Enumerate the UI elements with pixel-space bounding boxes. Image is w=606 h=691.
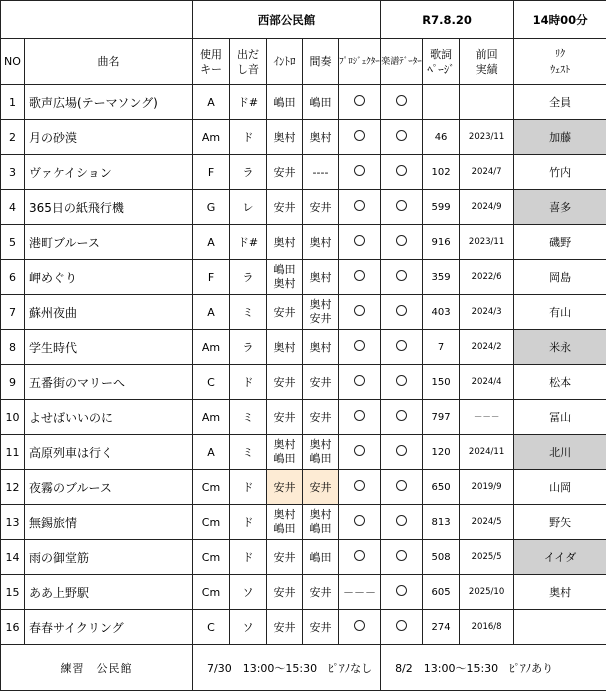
previous-date: 2024/7 — [460, 155, 514, 190]
projector-dash: －－－ — [343, 586, 377, 599]
score-data-status — [381, 610, 423, 645]
circle-mark-icon — [354, 375, 365, 386]
practice-session-2: 8/2 13:00～15:30 ﾋﾟｱﾉあり — [381, 645, 606, 691]
circle-mark-icon — [396, 235, 407, 246]
score-data-status — [381, 190, 423, 225]
interlude-player: 安井 — [303, 575, 339, 610]
request-name: 山岡 — [514, 470, 606, 505]
event-time: 14時00分 — [514, 1, 606, 39]
practice-label: 練習 公民館 — [1, 645, 193, 691]
row-no: 1 — [1, 85, 25, 120]
song-key: A — [193, 225, 230, 260]
score-data-status — [381, 365, 423, 400]
circle-mark-icon — [354, 130, 365, 141]
lyrics-page: 916 — [423, 225, 460, 260]
score-data-status — [381, 225, 423, 260]
previous-date: 2019/9 — [460, 470, 514, 505]
circle-mark-icon — [354, 200, 365, 211]
col-lyrics-page — [423, 39, 460, 85]
row-no: 14 — [1, 540, 25, 575]
intro-player: 安井 — [267, 365, 303, 400]
col-projector — [339, 39, 381, 85]
row-no: 12 — [1, 470, 25, 505]
circle-mark-icon — [396, 165, 407, 176]
request-name: 松本 — [514, 365, 606, 400]
col-song-label: 曲名 — [97, 55, 120, 68]
previous-date: 2025/10 — [460, 575, 514, 610]
circle-mark-icon — [354, 235, 365, 246]
circle-mark-icon — [354, 515, 365, 526]
row-no: 9 — [1, 365, 25, 400]
song-title: 月の砂漠 — [25, 120, 193, 155]
song-key: A — [193, 435, 230, 470]
col-no — [1, 39, 25, 85]
lyrics-page: 403 — [423, 295, 460, 330]
previous-date — [460, 85, 514, 120]
score-data-status — [381, 400, 423, 435]
projector-status — [339, 435, 381, 470]
song-title: 365日の紙飛行機 — [25, 190, 193, 225]
projector-status — [339, 575, 381, 610]
intro-player: 安井 — [267, 470, 303, 505]
interlude-player: 奥村 — [303, 260, 339, 295]
col-song — [25, 39, 193, 85]
projector-status — [339, 610, 381, 645]
table-row — [1, 85, 606, 120]
event-date: R7.8.20 — [381, 1, 514, 39]
song-title: 港町ブルース — [25, 225, 193, 260]
interlude-player: 嶋田 — [303, 85, 339, 120]
intro-player: 奥村 嶋田 — [267, 505, 303, 540]
circle-mark-icon — [396, 95, 407, 106]
intro-player: 嶋田 奥村 — [267, 260, 303, 295]
start-note: ソ — [230, 610, 267, 645]
table-row — [1, 155, 606, 190]
previous-date: 2024/4 — [460, 365, 514, 400]
footer-row — [1, 645, 606, 691]
circle-mark-icon — [354, 340, 365, 351]
lyrics-page: 102 — [423, 155, 460, 190]
projector-status — [339, 260, 381, 295]
request-name: 米永 — [514, 330, 606, 365]
request-name: 磯野 — [514, 225, 606, 260]
circle-mark-icon — [354, 95, 365, 106]
start-note: ド# — [230, 225, 267, 260]
score-data-status — [381, 120, 423, 155]
song-title: 夜霧のブルース — [25, 470, 193, 505]
previous-date: －－－ — [460, 400, 514, 435]
intro-player: 奥村 — [267, 330, 303, 365]
intro-player: 安井 — [267, 190, 303, 225]
request-name — [514, 610, 606, 645]
song-key: F — [193, 155, 230, 190]
projector-status — [339, 190, 381, 225]
previous-date: 2024/3 — [460, 295, 514, 330]
score-data-status — [381, 435, 423, 470]
song-title: ああ上野駅 — [25, 575, 193, 610]
previous-date: 2022/6 — [460, 260, 514, 295]
interlude-player: 嶋田 — [303, 540, 339, 575]
song-key: Am — [193, 400, 230, 435]
col-intro-label: ｲﾝﾄﾛ — [273, 55, 296, 68]
lyrics-page: 605 — [423, 575, 460, 610]
intro-player: 奥村 — [267, 225, 303, 260]
score-data-status — [381, 540, 423, 575]
circle-mark-icon — [354, 165, 365, 176]
intro-player: 嶋田 — [267, 85, 303, 120]
circle-mark-icon — [396, 375, 407, 386]
row-no: 3 — [1, 155, 25, 190]
song-key: Cm — [193, 575, 230, 610]
interlude-player: ---- — [303, 155, 339, 190]
table-row — [1, 330, 606, 365]
score-data-status — [381, 85, 423, 120]
row-no: 15 — [1, 575, 25, 610]
circle-mark-icon — [396, 480, 407, 491]
song-title: よせばいいのに — [25, 400, 193, 435]
interlude-player: 安井 — [303, 400, 339, 435]
row-no: 10 — [1, 400, 25, 435]
start-note: ミ — [230, 400, 267, 435]
circle-mark-icon — [396, 410, 407, 421]
venue-name: 西部公民館 — [193, 1, 381, 39]
score-data-status — [381, 155, 423, 190]
col-intro — [267, 39, 303, 85]
song-title: 岬めぐり — [25, 260, 193, 295]
score-data-status — [381, 505, 423, 540]
header-blank — [1, 1, 193, 39]
interlude-player: 安井 — [303, 190, 339, 225]
circle-mark-icon — [396, 340, 407, 351]
request-name: 竹内 — [514, 155, 606, 190]
start-note: ド — [230, 365, 267, 400]
projector-status — [339, 85, 381, 120]
lyrics-page: 7 — [423, 330, 460, 365]
interlude-player: 奥村 — [303, 225, 339, 260]
circle-mark-icon — [396, 305, 407, 316]
lyrics-page: 599 — [423, 190, 460, 225]
start-note: ド — [230, 505, 267, 540]
score-data-status — [381, 295, 423, 330]
previous-date: 2023/11 — [460, 120, 514, 155]
table-row — [1, 400, 606, 435]
lyrics-page: 813 — [423, 505, 460, 540]
song-title: 高原列車は行く — [25, 435, 193, 470]
projector-status — [339, 540, 381, 575]
song-key: C — [193, 610, 230, 645]
projector-status — [339, 225, 381, 260]
row-no: 8 — [1, 330, 25, 365]
circle-mark-icon — [354, 445, 365, 456]
circle-mark-icon — [354, 620, 365, 631]
table-row — [1, 435, 606, 470]
projector-status — [339, 505, 381, 540]
request-name: 喜多 — [514, 190, 606, 225]
circle-mark-icon — [354, 305, 365, 316]
projector-status — [339, 365, 381, 400]
col-request-label: ﾘｸ ｳｪｽﾄ — [550, 48, 571, 76]
intro-player: 奥村 嶋田 — [267, 435, 303, 470]
col-key-label: 使用 キー — [200, 47, 222, 76]
song-title: 雨の御堂筋 — [25, 540, 193, 575]
intro-player: 安井 — [267, 400, 303, 435]
col-score-data-label: 楽譜ﾃﾞｰﾀｰ — [381, 56, 422, 67]
score-data-status — [381, 575, 423, 610]
start-note: ラ — [230, 260, 267, 295]
interlude-player: 安井 — [303, 610, 339, 645]
score-data-status — [381, 470, 423, 505]
circle-mark-icon — [396, 445, 407, 456]
song-key: Cm — [193, 540, 230, 575]
start-note: ド — [230, 470, 267, 505]
start-note: ド — [230, 540, 267, 575]
interlude-player: 奥村 安井 — [303, 295, 339, 330]
table-row — [1, 505, 606, 540]
projector-status — [339, 120, 381, 155]
projector-status — [339, 470, 381, 505]
start-note: ラ — [230, 155, 267, 190]
request-name: 有山 — [514, 295, 606, 330]
circle-mark-icon — [396, 270, 407, 281]
previous-date: 2024/5 — [460, 505, 514, 540]
lyrics-page: 274 — [423, 610, 460, 645]
start-note: ソ — [230, 575, 267, 610]
start-note: ラ — [230, 330, 267, 365]
song-title: 五番街のマリーへ — [25, 365, 193, 400]
interlude-player: 安井 — [303, 470, 339, 505]
lyrics-page: 650 — [423, 470, 460, 505]
interlude-player: 奥村 — [303, 120, 339, 155]
row-no: 7 — [1, 295, 25, 330]
previous-date: 2024/2 — [460, 330, 514, 365]
table-row — [1, 540, 606, 575]
circle-mark-icon — [354, 550, 365, 561]
previous-date: 2023/11 — [460, 225, 514, 260]
col-start — [230, 39, 267, 85]
song-title: ヴァケイション — [25, 155, 193, 190]
lyrics-page — [423, 85, 460, 120]
intro-player: 安井 — [267, 295, 303, 330]
previous-date: 2024/9 — [460, 190, 514, 225]
song-title: 春春サイクリング — [25, 610, 193, 645]
intro-player: 安井 — [267, 575, 303, 610]
row-no: 6 — [1, 260, 25, 295]
song-key: A — [193, 85, 230, 120]
lyrics-page: 797 — [423, 400, 460, 435]
start-note: ミ — [230, 435, 267, 470]
interlude-player: 安井 — [303, 365, 339, 400]
col-lyrics-page-label: 歌詞 ﾍﾟｰｼﾞ — [427, 47, 455, 76]
score-data-status — [381, 260, 423, 295]
start-note: ド — [230, 120, 267, 155]
circle-mark-icon — [354, 270, 365, 281]
song-key: F — [193, 260, 230, 295]
row-no: 13 — [1, 505, 25, 540]
request-name: 加藤 — [514, 120, 606, 155]
row-no: 5 — [1, 225, 25, 260]
col-key — [193, 39, 230, 85]
row-no: 4 — [1, 190, 25, 225]
table-row — [1, 295, 606, 330]
request-name: 野矢 — [514, 505, 606, 540]
projector-status — [339, 400, 381, 435]
column-header-row — [1, 39, 606, 85]
col-request — [514, 39, 606, 85]
song-key: Cm — [193, 505, 230, 540]
previous-date: 2025/5 — [460, 540, 514, 575]
request-name: 奥村 — [514, 575, 606, 610]
previous-date: 2016/8 — [460, 610, 514, 645]
request-name: 北川 — [514, 435, 606, 470]
song-title: 歌声広場(テーマソング) — [25, 85, 193, 120]
circle-mark-icon — [396, 130, 407, 141]
projector-status — [339, 330, 381, 365]
table-row — [1, 470, 606, 505]
table-row — [1, 610, 606, 645]
table-row — [1, 260, 606, 295]
circle-mark-icon — [396, 585, 407, 596]
row-no: 16 — [1, 610, 25, 645]
circle-mark-icon — [396, 550, 407, 561]
col-no-label: NO — [4, 55, 21, 68]
table-row — [1, 575, 606, 610]
col-start-label: 出だ し音 — [237, 47, 259, 76]
song-key: Cm — [193, 470, 230, 505]
row-no: 11 — [1, 435, 25, 470]
table-row — [1, 365, 606, 400]
header-row — [1, 1, 606, 39]
interlude-player: 奥村 嶋田 — [303, 505, 339, 540]
lyrics-page: 150 — [423, 365, 460, 400]
circle-mark-icon — [354, 480, 365, 491]
song-key: G — [193, 190, 230, 225]
circle-mark-icon — [396, 515, 407, 526]
row-no: 2 — [1, 120, 25, 155]
request-name: イイダ — [514, 540, 606, 575]
col-previous — [460, 39, 514, 85]
lyrics-page: 120 — [423, 435, 460, 470]
previous-date: 2024/11 — [460, 435, 514, 470]
col-previous-label: 前回 実績 — [475, 47, 498, 76]
request-name: 岡島 — [514, 260, 606, 295]
song-key: C — [193, 365, 230, 400]
song-title: 無錫旅情 — [25, 505, 193, 540]
song-key: A — [193, 295, 230, 330]
intro-player: 奥村 — [267, 120, 303, 155]
interlude-player: 奥村 嶋田 — [303, 435, 339, 470]
col-interlude-label: 間奏 — [309, 55, 332, 68]
col-score-data — [381, 39, 423, 85]
interlude-player: 奥村 — [303, 330, 339, 365]
practice-session-1: 7/30 13:00～15:30 ﾋﾟｱﾉなし — [193, 645, 381, 691]
song-title: 蘇州夜曲 — [25, 295, 193, 330]
song-title: 学生時代 — [25, 330, 193, 365]
song-key: Am — [193, 330, 230, 365]
start-note: レ — [230, 190, 267, 225]
lyrics-page: 46 — [423, 120, 460, 155]
circle-mark-icon — [354, 410, 365, 421]
projector-status — [339, 155, 381, 190]
start-note: ド# — [230, 85, 267, 120]
lyrics-page: 359 — [423, 260, 460, 295]
intro-player: 安井 — [267, 610, 303, 645]
start-note: ミ — [230, 295, 267, 330]
request-name: 全員 — [514, 85, 606, 120]
table-row — [1, 225, 606, 260]
circle-mark-icon — [396, 200, 407, 211]
col-projector-label: ﾌﾟﾛｼﾞｪｸﾀｰ — [339, 56, 380, 67]
intro-player: 安井 — [267, 155, 303, 190]
song-key: Am — [193, 120, 230, 155]
col-interlude — [303, 39, 339, 85]
lyrics-page: 508 — [423, 540, 460, 575]
intro-player: 安井 — [267, 540, 303, 575]
circle-mark-icon — [396, 620, 407, 631]
table-row — [1, 190, 606, 225]
table-row — [1, 120, 606, 155]
score-data-status — [381, 330, 423, 365]
request-name: 冨山 — [514, 400, 606, 435]
projector-status — [339, 295, 381, 330]
